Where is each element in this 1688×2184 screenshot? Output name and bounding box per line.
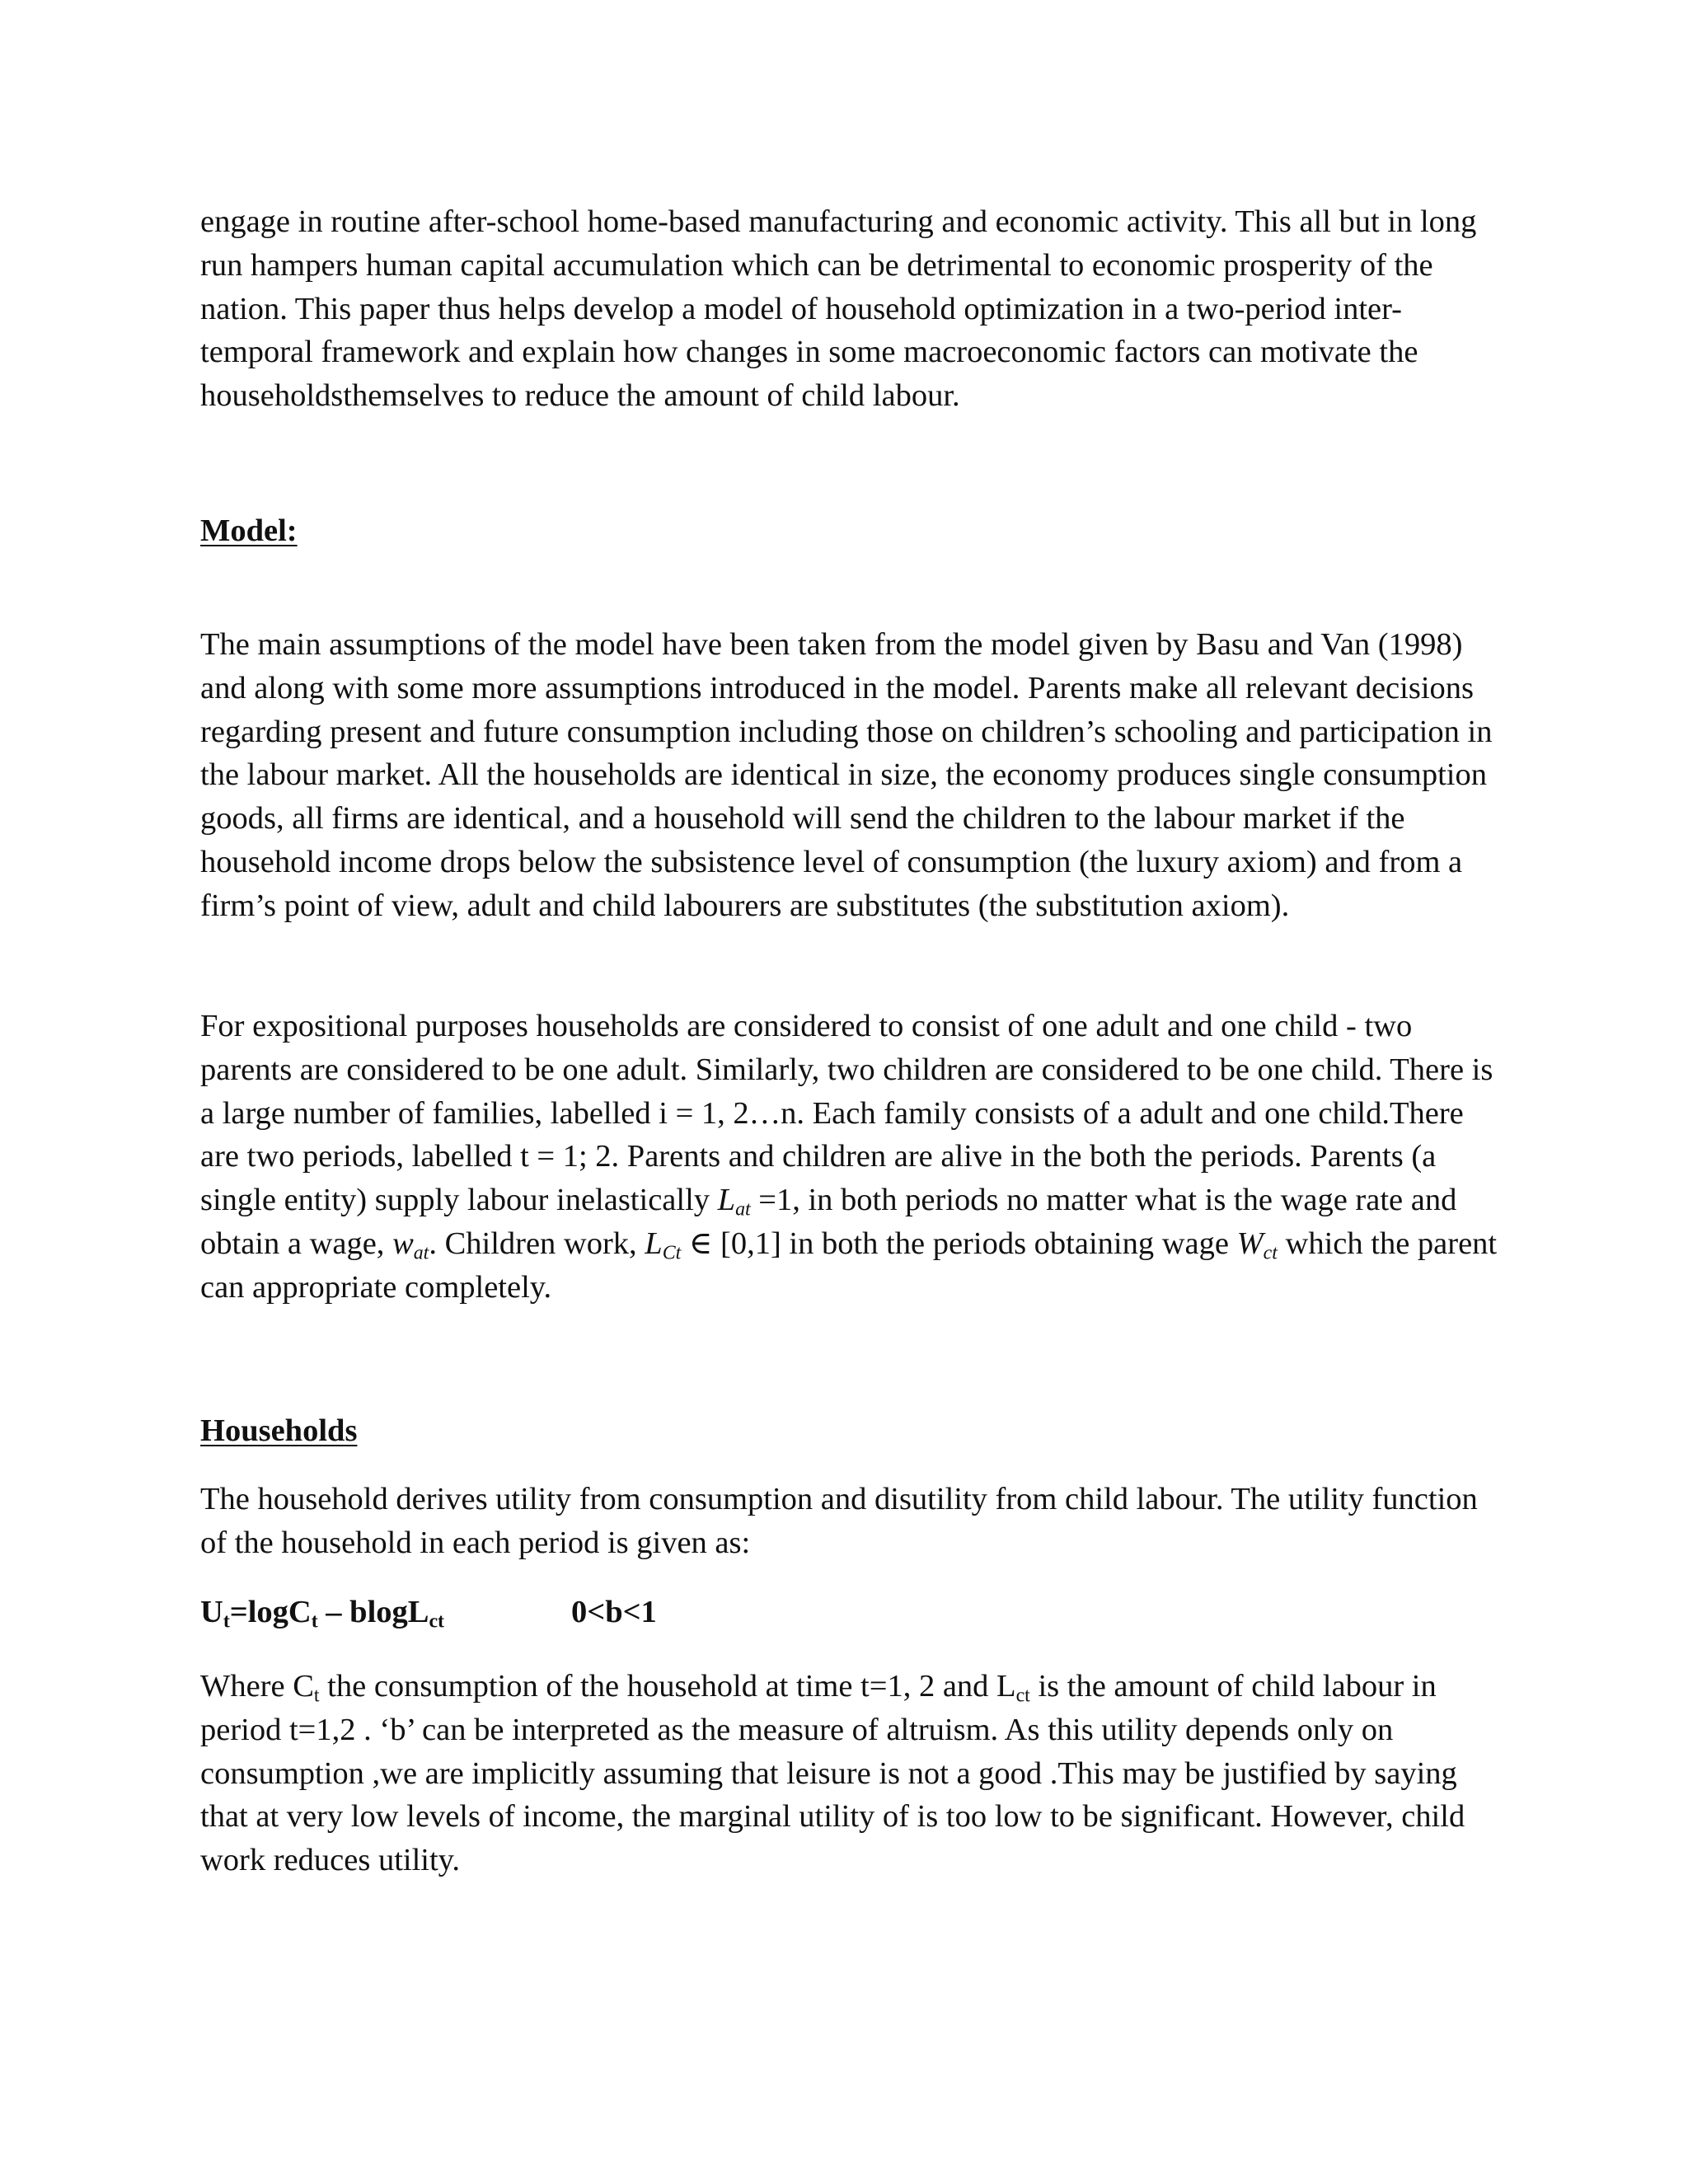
model-paragraph-2-text-4: ∈ [0,1] in both the periods obtaining wage — [681, 1226, 1237, 1261]
model-paragraph-2 — [200, 1005, 1503, 1310]
model-paragraph-1: The main assumptions of the model have been taken from the model given by Basu and Van (1998) and along with some more assumptions introduced in the model. Parents make all relevant decisions regarding present and future consumption including those on children’s schooling and participation in the labour market. All the households are identical in size, the economy produces single consumption goods, all firms are identical, and a household will send the children to the labour market if the household income drops below the subsistence level of consumption (the luxury axiom) and from a firm’s point of view, adult and child labourers are substitutes (the substitution axiom). — [200, 627, 1493, 923]
model-paragraph-2-text-5: which the parent can appropriate completely. — [200, 1226, 1498, 1305]
symbol-l-at: $L_{at}$ — [717, 1183, 751, 1221]
symbol-w-ct: $W_{ct}$ — [1236, 1226, 1278, 1264]
model-paragraph-2-text-1: For expositional purposes households are considered to consist of one adult and one child - two parents are considered to be one adult. Similarly, two children are considered to be one child. There is a large number of families, labelled i = 1, 2…n. Each family consists of a adult and one child.There are two periods, labelled t = 1; 2. Parents and children are alive in the both the periods. Parents (a single entity) supply labour inelastically — [200, 1009, 1493, 1218]
equation-condition: 0<b<1 — [571, 1595, 657, 1629]
symbol-w-at: $w_{at}$ — [392, 1226, 429, 1264]
utility-equation: $U_t=\log C_t - blogL_{ct}$ 0<b<1 — [200, 1591, 444, 1633]
households-heading: Households — [200, 1413, 358, 1448]
model-heading: Model: — [200, 513, 298, 548]
households-paragraph-1: The household derives utility from consumption and disutility from child labour. The utility function of the household in each period is given as: — [200, 1482, 1478, 1560]
households-paragraph-2: Where $C_t$ the consumption of the household at time t=1, 2 and $L_{ct}$ is the amount of child labour in period t=1,2 . ‘b’ can be interpreted as the measure of altruism. As this utility depends only on consumption ,we are implicitly assuming that leisure is not a good .This may be justified by saying that at very low levels of income, the marginal utility of is too low to be significant. However, child work reduces utility. — [200, 1669, 1465, 1878]
intro-paragraph: engage in routine after-school home-based manufacturing and economic activity. This all but in long run hampers human capital accumulation which can be detrimental to economic prosperity of the nation. This paper thus helps develop a model of household optimization in a two-period inter-temporal framework and explain how changes in some macroeconomic factors can motivate the householdsthemselves to reduce the amount of child labour. — [200, 204, 1477, 414]
model-paragraph-2-text-2: =1, in both periods no matter what is the wage rate and obtain a wage, — [200, 1183, 1457, 1261]
model-paragraph-2-text-3: . Children work, — [429, 1226, 645, 1261]
symbol-l-ct: $L_{Ct}$ — [645, 1226, 682, 1264]
